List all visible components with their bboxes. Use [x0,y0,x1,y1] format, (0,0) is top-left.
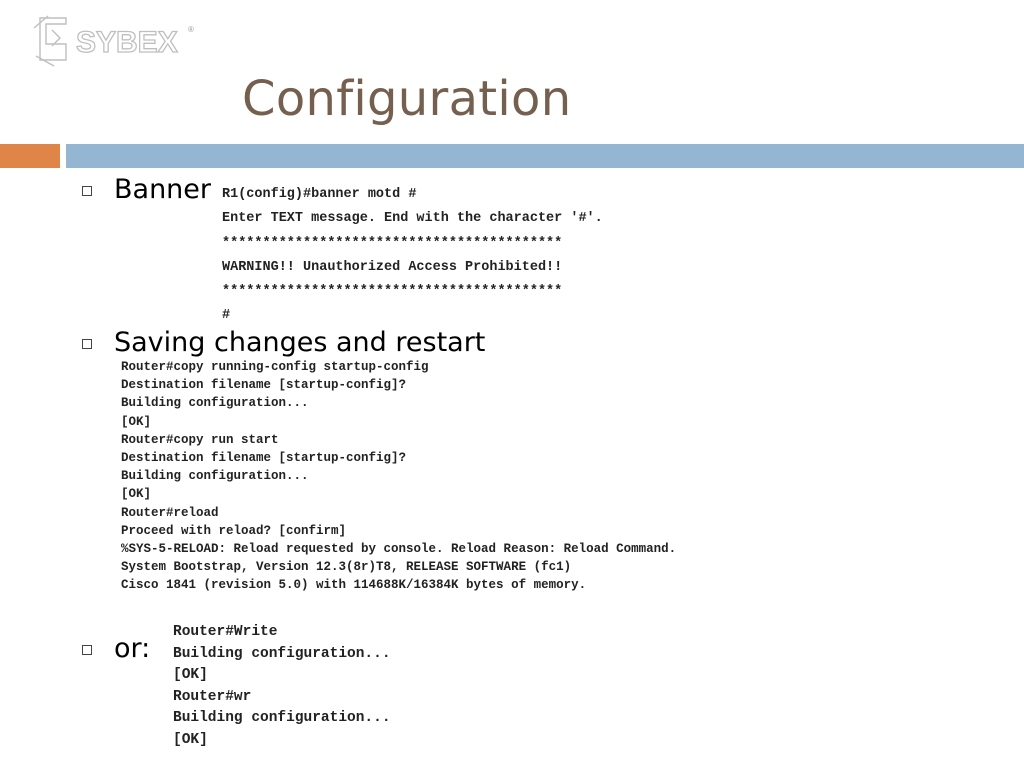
write-code-block [173,622,391,752]
code-line: Building configuration... [121,396,309,411]
code-line: [OK] [173,667,208,684]
code-line: ****************************************** [222,284,563,300]
bullet-banner-label: Banner [114,174,212,205]
accent-bar-orange [0,144,60,168]
code-line: Router#copy running-config startup-config [121,360,429,374]
code-line: Destination filename [startup-config]? [121,451,407,466]
banner-code-block [222,183,603,329]
code-line: Router#Write [173,624,278,640]
code-line: Router#copy run start [121,432,279,447]
bullet-or-label: or: [114,633,151,664]
bullet-saving-label: Saving changes and restart [114,327,486,358]
code-line: Cisco 1841 (revision 5.0) with 114688K/16384K bytes of memory. [121,578,587,593]
code-line: Destination filename [startup-config]? [121,378,407,393]
logo-wordmark: SYBEX [76,26,178,59]
slide-title: Configuration [242,71,572,127]
code-line: Enter TEXT message. End with the character '#'. [222,211,603,227]
code-line: Building configuration... [121,469,309,484]
code-line: [OK] [173,731,208,748]
code-line: System Bootstrap, Version 12.3(8r)T8, RELEASE SOFTWARE (fc1) [121,560,572,575]
code-line: Building configuration... [173,710,391,727]
code-line: Router#wr [173,688,252,705]
sybex-logo [30,14,200,68]
logo-registered-mark: ® [188,25,194,34]
code-line: %SYS-5-RELOAD: Reload requested by console. Reload Reason: Reload Command. [121,542,677,557]
code-line: # [222,308,231,324]
code-line: ****************************************** [222,235,563,251]
accent-bar-blue [66,144,1024,168]
bullet-square-icon [82,339,92,349]
code-line: Router#reload [121,505,219,520]
code-line: Building configuration... [173,645,391,662]
code-line: [OK] [121,414,152,429]
code-line: WARNING!! Unauthorized Access Prohibited!! [222,259,563,275]
bullet-square-icon [82,186,92,196]
code-line: [OK] [121,487,152,502]
code-line: R1(config)#banner motd # [222,187,417,202]
save-restart-code-block [121,358,676,595]
bullet-square-icon [82,645,92,655]
code-line: Proceed with reload? [confirm] [121,523,347,538]
